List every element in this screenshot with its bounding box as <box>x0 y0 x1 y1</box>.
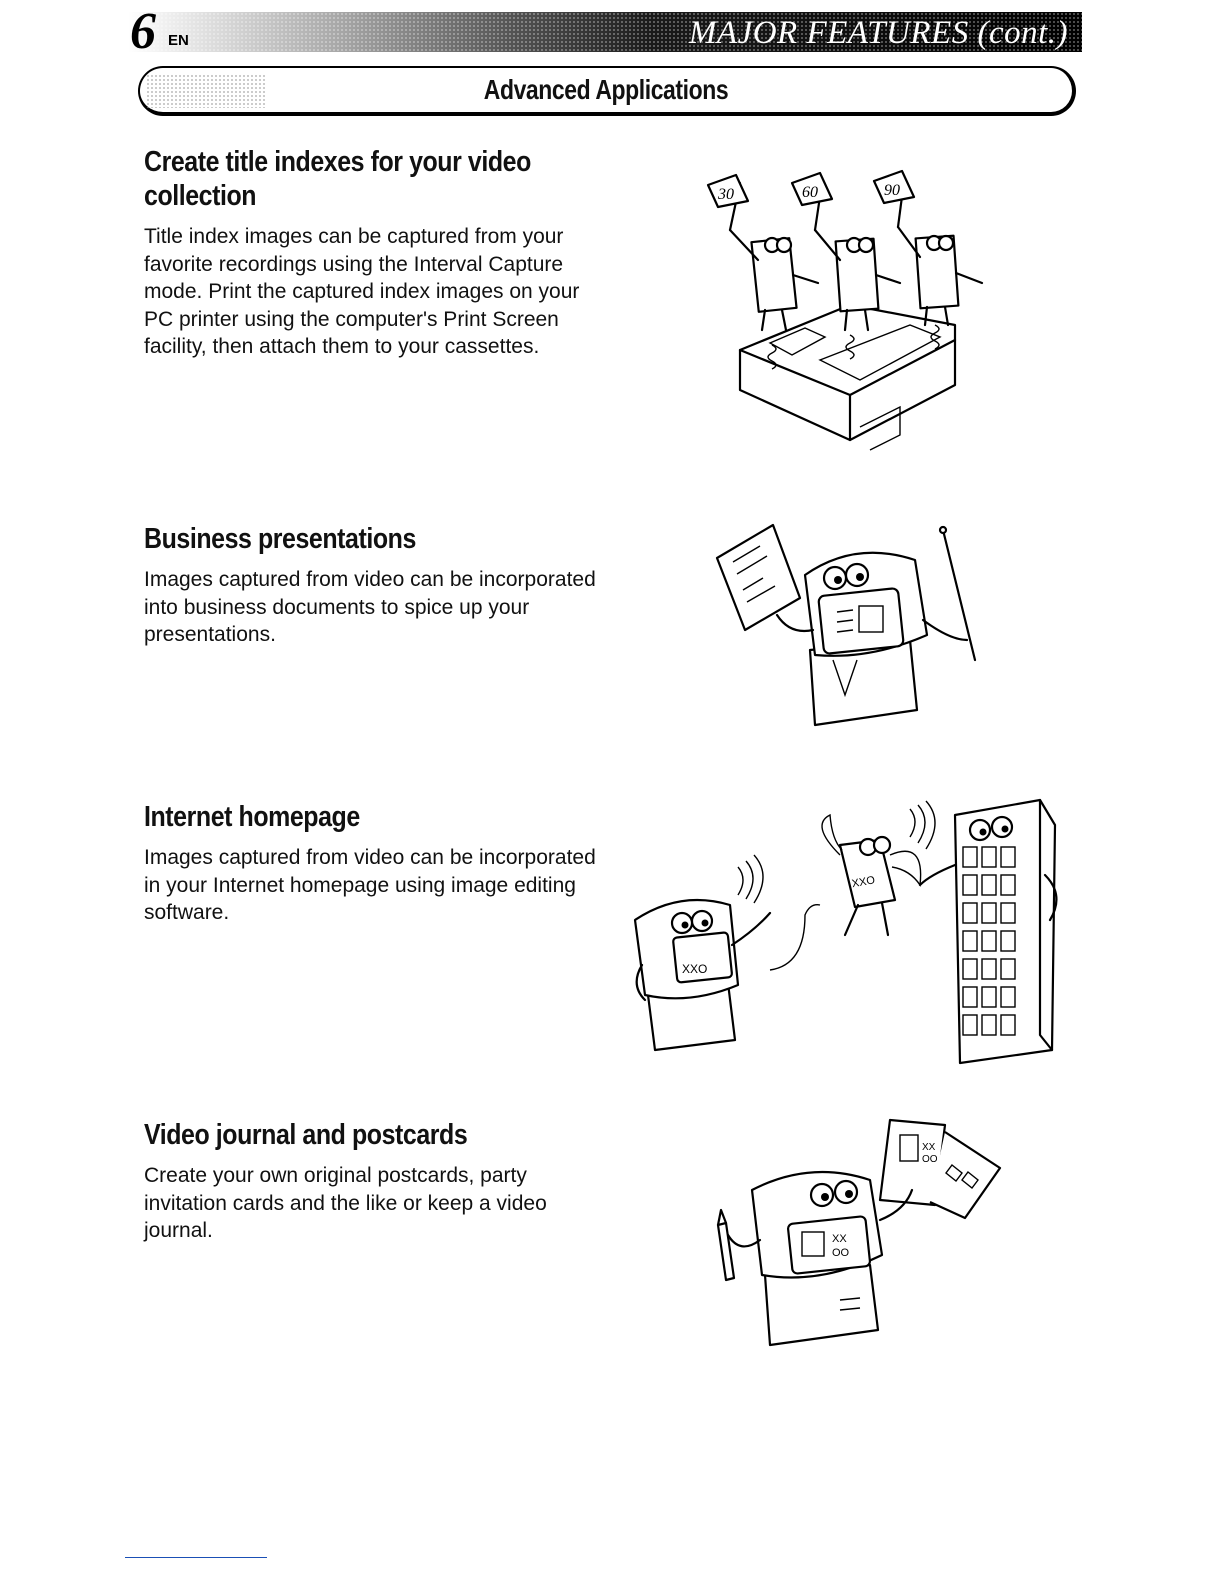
feature-heading: Create title indexes for your video collection <box>144 146 531 212</box>
feature-video-journal <box>144 1118 604 1245</box>
winged-card-character <box>822 815 921 935</box>
header-title: MAJOR FEATURES (cont.) <box>688 15 1068 51</box>
signal-waves-icon <box>738 855 763 903</box>
feature-heading: Business presentations <box>144 523 416 555</box>
building-icon <box>920 800 1056 1063</box>
feature-body: Title index images can be captured from your favorite recordings using the Interval Capture mode. Print the captured index images on your PC printer using the computer's Print Screen facility, then attach them to your cassettes. <box>144 225 580 358</box>
screen-text: XXO <box>682 962 708 976</box>
journal-character-illustration <box>690 1110 1010 1355</box>
cassette-icon <box>740 305 955 440</box>
feature-body: Images captured from video can be incorporated in your Internet homepage using image editing software. <box>144 846 596 924</box>
document-icon <box>717 525 800 630</box>
card-text: XX <box>922 1142 936 1153</box>
screen-icon <box>818 588 904 654</box>
screen-text: XX <box>832 1233 847 1245</box>
footer-rule <box>125 1557 267 1558</box>
cassette-characters-illustration <box>700 165 1030 455</box>
feature-title-indexes <box>144 145 604 361</box>
flag-label: 30 <box>718 186 734 203</box>
feature-heading: Internet homepage <box>144 801 360 833</box>
flag-label: 60 <box>802 184 818 201</box>
feature-internet-homepage <box>144 800 604 927</box>
feature-heading: Video journal and postcards <box>144 1119 468 1151</box>
section-banner <box>138 66 1076 116</box>
page-language: EN <box>168 32 189 49</box>
card-text: XXO <box>850 874 876 891</box>
feature-body: Images captured from video can be incorporated into business documents to spice up your presentations. <box>144 568 596 646</box>
screen-text: OO <box>832 1247 850 1259</box>
pointer-icon <box>943 530 975 660</box>
pc-character <box>635 900 770 1050</box>
page-header <box>128 3 1082 60</box>
internet-homepage-illustration <box>620 795 1070 1080</box>
character-3 <box>874 171 982 325</box>
pencil-icon <box>718 1223 734 1280</box>
presenter-character-illustration <box>705 520 1005 735</box>
feature-business-presentations <box>144 522 604 649</box>
flag-label: 90 <box>884 182 900 199</box>
card-text: OO <box>922 1154 938 1165</box>
page-number: 6 <box>130 3 156 60</box>
section-title: Advanced Applications <box>483 74 729 105</box>
feature-body: Create your own original postcards, party invitation cards and the like or keep a video journal. <box>144 1164 547 1242</box>
